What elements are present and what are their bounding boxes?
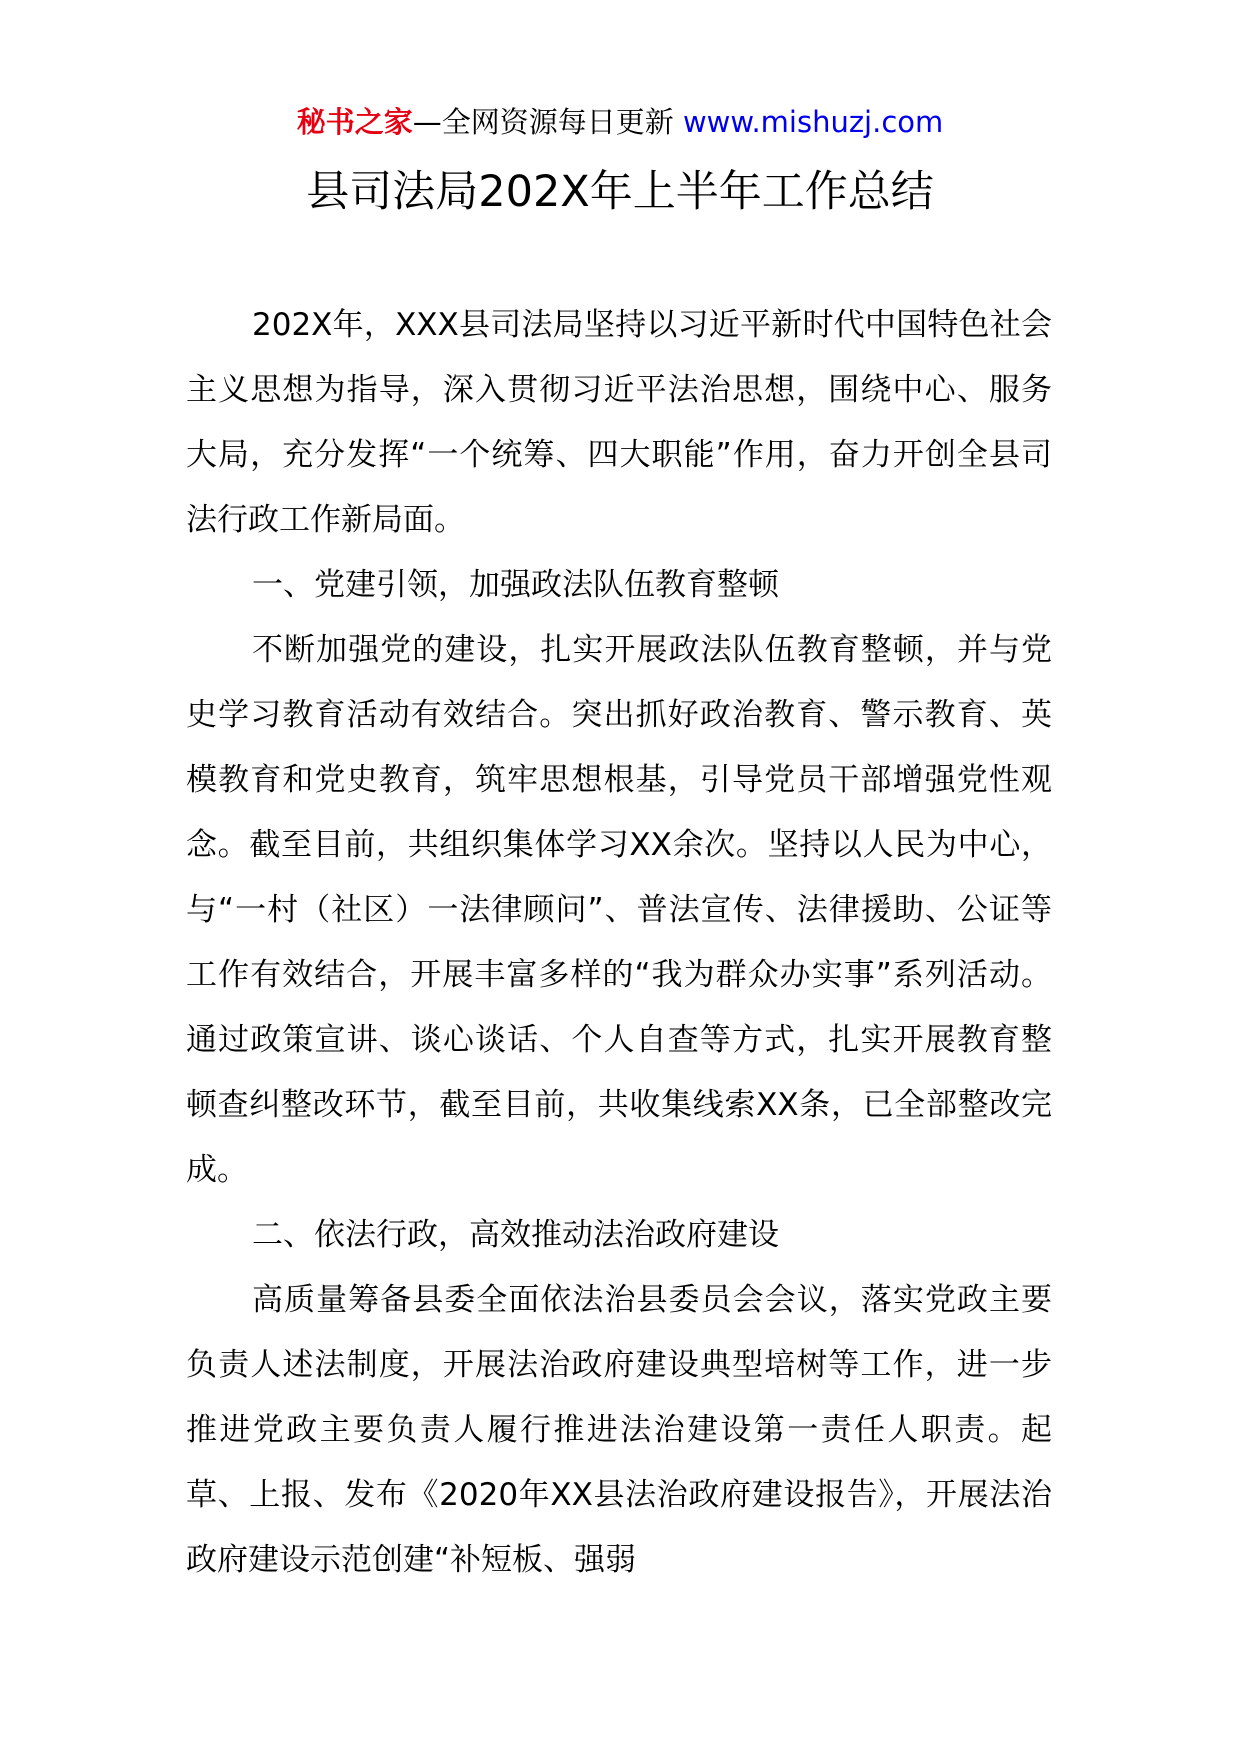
banner-tagline: —全网资源每日更新 — [412, 105, 674, 139]
section-2-heading: 二、依法行政，高效推动法治政府建设 — [252, 1217, 779, 1253]
website-link[interactable]: www.mishuzj.com — [682, 105, 944, 139]
brand-name: 秘书之家 — [296, 105, 413, 139]
intro-paragraph: 202X年，XXX县司法局坚持以习近平新时代中国特色社会主义思想为指导，深入贯彻习近平法治思想，围绕中心、服务大局，充分发挥“一个统筹、四大职能”作用，奋力开创全县司法行政工作新局面。 — [186, 307, 1052, 538]
document-body — [186, 293, 1052, 1593]
document-title: 县司法局202X年上半年工作总结 — [306, 167, 934, 217]
section-2-paragraph: 高质量筹备县委全面依法治县委员会会议，落实党政主要负责人述法制度，开展法治政府建设典型培树等工作，进一步推进党政主要负责人履行推进法治建设第一责任人职责。起草、上报、发布《2020年XX县法治政府建设报告》，开展法治政府建设示范创建“补短板、强弱 — [186, 1282, 1052, 1578]
source-banner — [0, 102, 1240, 142]
section-1-heading: 一、党建引领，加强政法队伍教育整顿 — [252, 567, 779, 603]
section-1-paragraph: 不断加强党的建设，扎实开展政法队伍教育整顿，并与党史学习教育活动有效结合。突出抓好政治教育、警示教育、英模教育和党史教育，筑牢思想根基，引导党员干部增强党性观念。截至目前，共组织集体学习XX余次。坚持以人民为中心，与“一村（社区）一法律顾问”、普法宣传、法律援助、公证等工作有效结合，开展丰富多样的“我为群众办实事”系列活动。通过政策宣讲、谈心谈话、个人自查等方式，扎实开展教育整顿查纠整改环节，截至目前，共收集线索XX条，已全部整改完成。 — [186, 632, 1052, 1188]
